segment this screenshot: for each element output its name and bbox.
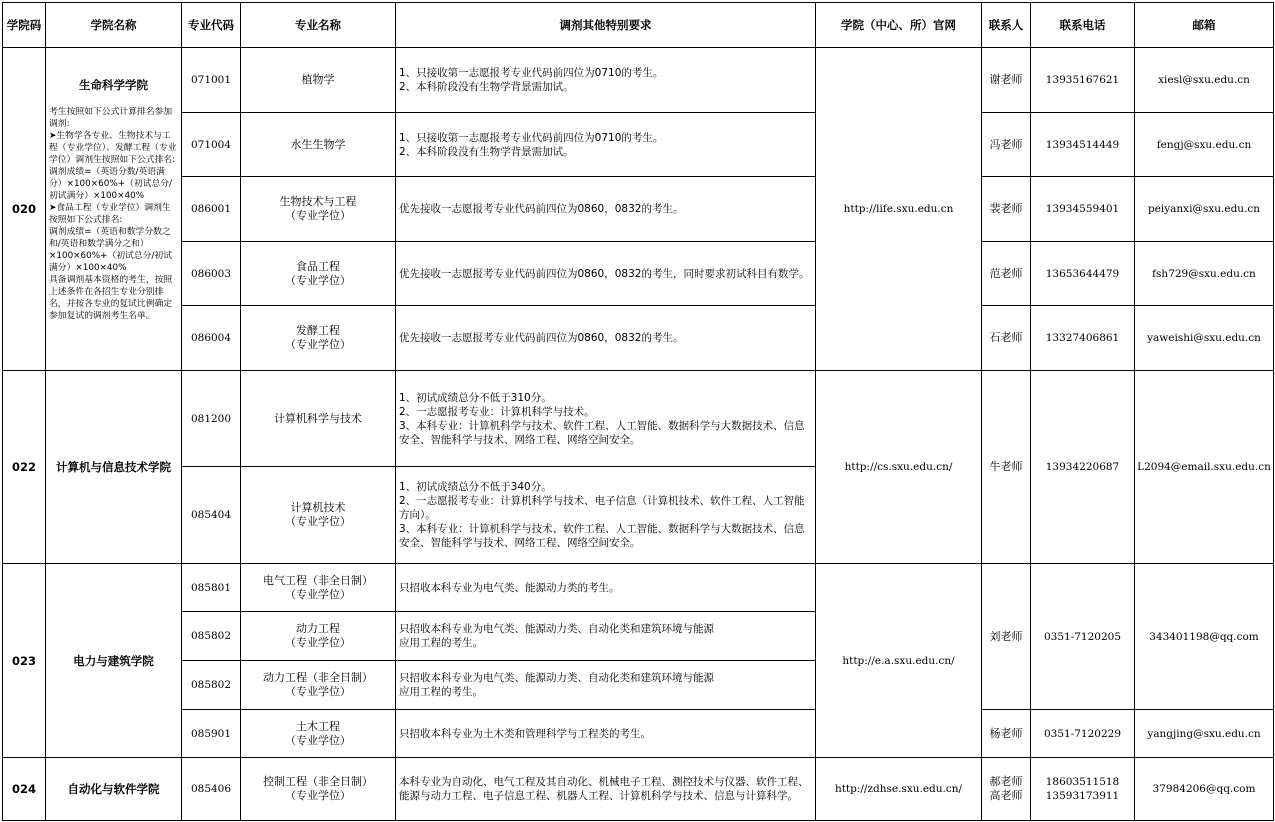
contact-person: 冯老师 — [981, 112, 1031, 177]
college-website[interactable]: http://life.sxu.edu.cn — [815, 47, 982, 371]
major-name — [240, 47, 396, 113]
major-code: 085802 — [181, 660, 241, 710]
header-major-name: 专业名称 — [240, 2, 396, 48]
contact-email[interactable]: 343401198@qq.com — [1134, 563, 1274, 710]
major-name — [240, 305, 396, 371]
adjustment-requirements-line: 应用工程的考生。 — [399, 686, 483, 698]
major-code: 085801 — [181, 563, 241, 612]
adjustment-requirements-line: 1、只接收第一志愿报考专业代码前四位为0710的考生。 — [399, 67, 664, 79]
major-name-line: （专业学位） — [285, 733, 351, 747]
contact-email[interactable]: yaweishi@sxu.edu.cn — [1134, 305, 1274, 371]
major-name — [240, 611, 396, 661]
major-name — [240, 709, 396, 758]
header-college-name: 学院名称 — [45, 2, 182, 48]
header-website: 学院（中心、所）官网 — [815, 2, 982, 48]
adjustment-requirements-line: 只招收本科专业为电气类、能源动力类、自动化类和建筑环境与能源 — [399, 623, 714, 635]
adjustment-requirements-line: 3、本科专业：计算机科学与技术、软件工程、人工智能、数据科学与大数据技术、信息安全、智能科学与技术、网络工程、网络空间安全。 — [399, 523, 805, 549]
header-phone: 联系电话 — [1030, 2, 1135, 48]
adjustment-requirements — [395, 563, 816, 612]
contact-email[interactable]: yangjing@sxu.edu.cn — [1134, 709, 1274, 758]
major-name-line: （专业学位） — [285, 338, 351, 351]
major-name-line: 控制工程（非全日制） — [263, 775, 373, 788]
adjustment-requirements-line: 2、本科阶段没有生物学背景需加试。 — [399, 81, 574, 93]
adjustment-requirements-line: 2、一志愿报考专业：计算机科学与技术。 — [399, 405, 595, 418]
college-name-023: 电力与建筑学院 — [45, 563, 182, 758]
contact-person: 牛老师 — [981, 370, 1031, 564]
adjustment-requirements-line: 只招收本科专业为电气类、能源动力类的考生。 — [399, 581, 620, 594]
adjustment-requirements — [395, 305, 816, 371]
major-name-line: （专业学位） — [285, 515, 351, 528]
adjustment-requirements — [395, 611, 816, 661]
contact-person: 刘老师 — [981, 563, 1031, 710]
header-college-code: 学院码 — [2, 2, 46, 48]
major-name-line: 土木工程 — [296, 719, 340, 733]
header-email: 邮箱 — [1134, 2, 1274, 48]
contact-person-line: 郝老师 — [989, 775, 1023, 788]
major-name-line: 生物技术与工程 — [279, 195, 357, 208]
major-code: 086003 — [181, 241, 241, 306]
college-website[interactable]: http://cs.sxu.edu.cn/ — [815, 370, 982, 564]
contact-phone: 13934559401 — [1030, 176, 1135, 242]
college-name-024: 自动化与软件学院 — [45, 757, 182, 821]
adjustment-requirements-line: 优先接收一志愿报考专业代码前四位为0860，0832的考生。 — [399, 332, 684, 344]
major-code: 086004 — [181, 305, 241, 371]
major-name-line: 植物学 — [301, 73, 335, 86]
contact-email[interactable]: peiyanxi@sxu.edu.cn — [1134, 176, 1274, 242]
adjustment-requirements-line: 2、一志愿报考专业：计算机科学与技术、电子信息（计算机技术、软件工程、人工智能方向）。 — [399, 495, 805, 521]
header-major-code: 专业代码 — [181, 2, 241, 48]
adjustment-requirements-line: 2、本科阶段没有生物学背景需加试。 — [399, 145, 574, 158]
major-name-line: （专业学位） — [285, 636, 351, 649]
adjustment-requirements-line: 1、初试成绩总分不低于310分。 — [399, 391, 552, 404]
adjustment-requirements — [395, 112, 816, 177]
major-name — [240, 660, 396, 710]
contact-person: 杨老师 — [981, 709, 1031, 758]
ranking-note-line: 考生按照如下公式计算排名参加调剂: — [49, 107, 173, 129]
contact-phone: 13934514449 — [1030, 112, 1135, 177]
adjustment-requirements-line: 本科专业为自动化、电气工程及其自动化、机械电子工程、测控技术与仪器、软件工程、能源与动力工程、电子信息工程、机器人工程、计算机科学与技术、信息与计算科学。 — [399, 776, 809, 802]
major-name-line: 动力工程（非全日制） — [263, 671, 373, 684]
adjustment-requirements — [395, 660, 816, 710]
major-name-line: （专业学位） — [285, 209, 351, 222]
college-code-023: 023 — [2, 563, 46, 758]
ranking-note-line: 调剂成绩=（英语和数学分数之和/英语和数学满分之和）×100×60%+（初试总分/初试满分）×100×40% — [49, 227, 172, 273]
major-name-line: （专业学位） — [285, 685, 351, 698]
contact-phone: 13653644479 — [1030, 241, 1135, 306]
contact-person: 范老师 — [981, 241, 1031, 306]
header-contact: 联系人 — [981, 2, 1031, 48]
adjustment-requirements — [395, 241, 816, 306]
contact-phone: 13934220687 — [1030, 370, 1135, 564]
major-code: 085901 — [181, 709, 241, 758]
adjustment-requirements-line: 1、只接收第一志愿报考专业代码前四位为0710的考生。 — [399, 131, 664, 144]
contact-person: 石老师 — [981, 305, 1031, 371]
major-name — [240, 563, 396, 612]
adjustment-requirements — [395, 709, 816, 758]
adjustment-requirements-line: 3、本科专业：计算机科学与技术、软件工程、人工智能、数据科学与大数据技术、信息安全、智能科学与技术、网络工程、网络空间安全。 — [399, 419, 805, 446]
adjustment-requirements-line: 1、初试成绩总分不低于340分。 — [399, 481, 552, 493]
contact-phone: 0351-7120205 — [1030, 563, 1135, 710]
contact-phone — [1030, 757, 1135, 821]
college-code-024: 024 — [2, 757, 46, 821]
contact-phone-line: 18603511518 — [1045, 776, 1120, 788]
contact-email[interactable]: L2094@email.sxu.edu.cn — [1134, 370, 1274, 564]
ranking-note-line: ➤食品工程（专业学位）调剂生按照如下公式排名: — [49, 203, 171, 225]
contact-email[interactable]: fsh729@sxu.edu.cn — [1134, 241, 1274, 306]
contact-phone: 13327406861 — [1030, 305, 1135, 371]
contact-email[interactable]: fengj@sxu.edu.cn — [1134, 112, 1274, 177]
adjustment-requirements-line: 只招收本科专业为电气类、能源动力类、自动化类和建筑环境与能源 — [399, 672, 714, 684]
major-code: 081200 — [181, 370, 241, 467]
contact-email[interactable]: 37984206@qq.com — [1134, 757, 1274, 821]
adjustment-requirements — [395, 47, 816, 113]
contact-phone-line: 13593173911 — [1045, 790, 1120, 802]
major-code: 085406 — [181, 757, 241, 821]
major-name — [240, 466, 396, 564]
college-title: 生命科学学院 — [79, 78, 148, 92]
adjustment-requirements-line: 优先接收一志愿报考专业代码前四位为0860，0832的考生，同时要求初试科目有数学。 — [399, 267, 810, 280]
adjustment-requirements-line: 应用工程的考生。 — [399, 637, 483, 649]
major-name — [240, 241, 396, 306]
college-name-022: 计算机与信息技术学院 — [45, 370, 182, 564]
ranking-note-line: 调剂成绩=（英语分数/英语满分）×100×60%+（初试总分/初试满分）×100×40% — [49, 167, 172, 201]
adjustment-requirements — [395, 757, 816, 821]
header-requirements: 调剂其他特别要求 — [395, 2, 816, 48]
college-website[interactable]: http://e.a.sxu.edu.cn/ — [815, 563, 982, 758]
major-name-line: （专业学位） — [285, 789, 351, 802]
major-name-line: 电气工程（非全日制） — [263, 573, 373, 587]
contact-phone: 0351-7120229 — [1030, 709, 1135, 758]
contact-email[interactable]: xiesl@sxu.edu.cn — [1134, 47, 1274, 113]
contact-person-line: 高老师 — [989, 789, 1023, 802]
major-code: 071004 — [181, 112, 241, 177]
adjustment-requirements-line: 只招收本科专业为土木类和管理科学与工程类的考生。 — [399, 727, 651, 740]
adjustment-requirements — [395, 176, 816, 242]
major-name — [240, 112, 396, 177]
contact-phone: 13935167621 — [1030, 47, 1135, 113]
major-name-line: （专业学位） — [285, 273, 351, 287]
college-website[interactable]: http://zdhse.sxu.edu.cn/ — [815, 757, 982, 821]
adjustment-requirements — [395, 370, 816, 467]
major-name-line: 计算机科学与技术 — [274, 411, 362, 425]
major-name — [240, 176, 396, 242]
adjustment-requirements — [395, 466, 816, 564]
college-name-020 — [45, 47, 182, 371]
contact-person: 裴老师 — [981, 176, 1031, 242]
contact-person — [981, 757, 1031, 821]
major-code: 086001 — [181, 176, 241, 242]
major-code: 085802 — [181, 611, 241, 661]
adjustment-requirements-line: 优先接收一志愿报考专业代码前四位为0860，0832的考生。 — [399, 203, 684, 215]
ranking-note-line: ➤生物学各专业、生物技术与工程（专业学位）、发酵工程（专业学位）调剂生按照如下公式排名: — [49, 131, 177, 165]
major-name-line: 动力工程 — [296, 622, 340, 635]
college-code-020: 020 — [2, 47, 46, 371]
major-name-line: 发酵工程 — [296, 324, 340, 337]
major-name — [240, 757, 396, 821]
major-name-line: 计算机技术 — [290, 501, 346, 514]
major-name-line: 水生生物学 — [290, 137, 346, 151]
major-name-line: （专业学位） — [285, 587, 351, 601]
major-code: 085404 — [181, 466, 241, 564]
college-code-022: 022 — [2, 370, 46, 564]
ranking-note-line: 具备调剂基本资格的考生，按照上述条件在各招生专业分别排名，并按各专业的复试比例确定参加复试的调剂考生名单。 — [49, 275, 173, 321]
contact-person: 谢老师 — [981, 47, 1031, 113]
major-name-line: 食品工程 — [296, 259, 340, 273]
major-name — [240, 370, 396, 467]
major-code: 071001 — [181, 47, 241, 113]
